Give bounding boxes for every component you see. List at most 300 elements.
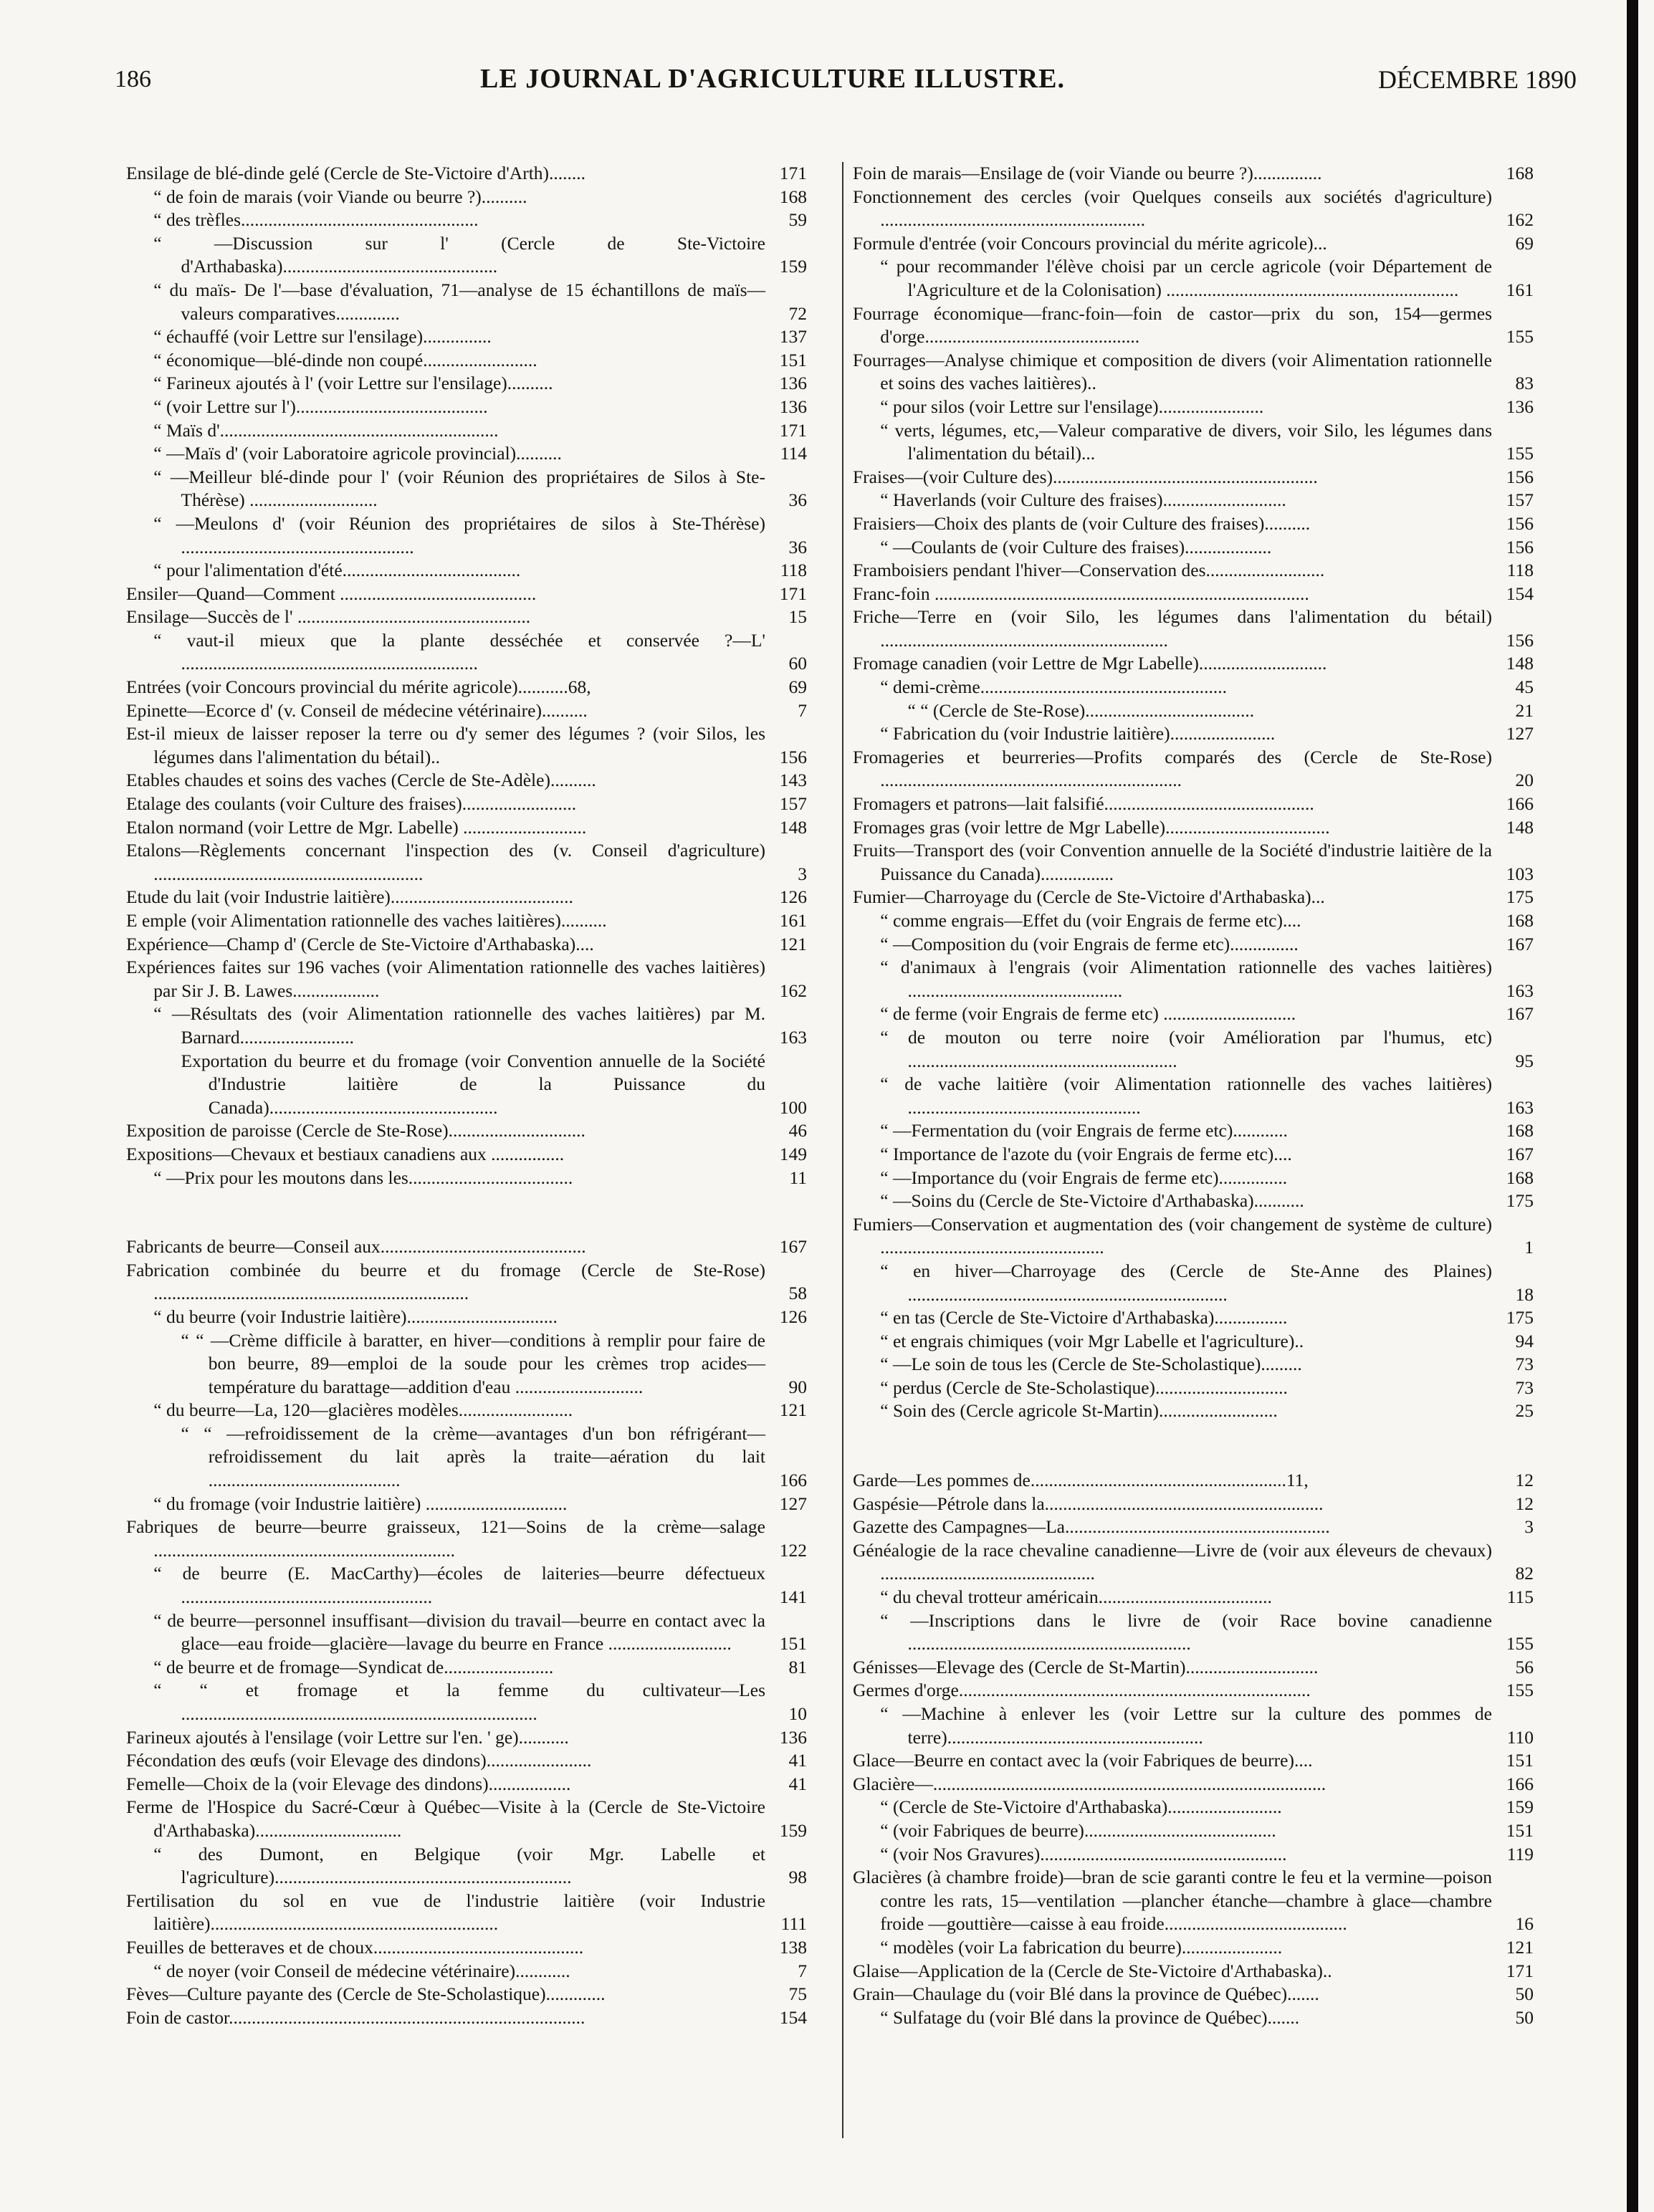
index-entry-page: 73: [1515, 1376, 1534, 1398]
index-entry: [126, 909, 807, 933]
index-entry: [853, 349, 1534, 396]
index-entry-text: E emple (voir Alimentation rationnelle des vaches laitières)..........: [126, 910, 607, 931]
page-header: [115, 56, 1577, 99]
index-entry-page: 122: [779, 1539, 807, 1561]
index-entry: [126, 956, 807, 1002]
index-entry-page: 7: [798, 1960, 807, 1981]
index-entry: [853, 652, 1534, 676]
index-entry-page: 163: [779, 1026, 807, 1048]
index-entry-text: Entrées (voir Concours provincial du mérite agricole)...........68,: [126, 676, 591, 698]
index-entry-text: “ —Meulons d' (voir Réunion des propriétaires de silos à Ste-Thérèse) ...................................................: [153, 512, 765, 557]
index-entry-page: 155: [1506, 1633, 1534, 1655]
scan-edge-bar: [1627, 0, 1638, 2212]
index-entry: [126, 1399, 807, 1422]
index-entry-text: Glacière—......................................................................................: [853, 1773, 1326, 1794]
index-entry-text: “ Soin des (Cercle agricole St-Martin)..........................: [880, 1400, 1278, 1422]
index-entry-text: Farineux ajoutés à l'ensilage (voir Lettre sur l'en. ' ge)...........: [126, 1726, 569, 1748]
index-entry-page: 167: [1506, 1003, 1534, 1025]
index-column-right: [853, 162, 1534, 2029]
index-entry-text: “ de beurre (E. MacCarthy)—écoles de laiteries—beurre défectueux .......................................................: [153, 1563, 765, 1608]
index-entry: [126, 1983, 807, 2006]
index-entry: [126, 769, 807, 793]
index-entry: [126, 1002, 807, 1049]
index-entry: [853, 1376, 1534, 1400]
index-entry-page: 18: [1515, 1283, 1534, 1305]
index-entry-text: “ —Soins du (Cercle de Ste-Victoire d'Arthabaska)...........: [880, 1190, 1304, 1212]
index-entry-text: “ des Dumont, en Belgique (voir Mgr. Labelle et l'agriculture).................................................................: [153, 1843, 765, 1888]
index-entry-text: “ en tas (Cercle de Ste-Victoire d'Arthabaska)................: [880, 1307, 1288, 1328]
index-entry-page: 36: [788, 489, 807, 511]
index-entry: [126, 1050, 807, 1120]
index-entry-text: Grain—Chaulage du (voir Blé dans la province de Québec).......: [853, 1983, 1319, 2005]
index-entry-page: 118: [780, 560, 807, 581]
index-entry-page: 161: [779, 910, 807, 931]
index-entry-text: Exposition de paroisse (Cercle de Ste-Rose)..............................: [126, 1120, 585, 1141]
index-entry-page: 149: [779, 1143, 807, 1164]
index-entry: [126, 1493, 807, 1516]
index-entry-page: 73: [1515, 1354, 1534, 1375]
index-entry-page: 1: [1524, 1237, 1534, 1258]
index-entry: [853, 1749, 1534, 1773]
index-entry-page: 163: [1506, 980, 1534, 1001]
index-entry-text: Ensilage de blé-dinde gelé (Cercle de Ste-Victoire d'Arth)........: [126, 163, 586, 183]
index-entry-text: “ de foin de marais (voir Viande ou beurre ?)..........: [153, 186, 527, 207]
index-entry-text: Fraises—(voir Culture des)..........................................................: [853, 466, 1318, 487]
index-entry-text: Fromages gras (voir lettre de Mgr Labelle)....................................: [853, 816, 1330, 838]
index-entry-text: “ des trèfles....................................................: [153, 209, 479, 231]
index-entry-page: 75: [788, 1983, 807, 2005]
index-entry: [126, 466, 807, 512]
index-entry-text: Garde—Les pommes de........................................................11,: [853, 1470, 1309, 1491]
index-entry: [853, 232, 1534, 256]
index-entry: [126, 419, 807, 443]
index-entry-page: 155: [1506, 326, 1534, 348]
index-entry: [853, 419, 1534, 466]
index-entry-page: 21: [1515, 699, 1534, 721]
index-entry-text: “ échauffé (voir Lettre sur l'ensilage)...............: [153, 326, 492, 348]
index-entry-text: “ Farineux ajoutés à l' (voir Lettre sur l'ensilage)..........: [153, 373, 553, 394]
index-entry-page: 157: [779, 793, 807, 815]
index-entry: [853, 1213, 1534, 1260]
index-entry-text: Glace—Beurre en contact avec la (voir Fabriques de beurre)....: [853, 1750, 1313, 1771]
index-entry-page: 141: [779, 1586, 807, 1608]
index-entry-text: Etalage des coulants (voir Culture des fraises).........................: [126, 793, 577, 815]
index-entry-page: 155: [1506, 1680, 1534, 1701]
journal-title: LE JOURNAL D'AGRICULTURE ILLUSTRE.: [480, 64, 1066, 94]
index-entry-page: 166: [779, 1470, 807, 1491]
index-entry-page: 7: [798, 699, 807, 721]
index-entry-text: Fruits—Transport des (voir Convention annuelle de la Société d'industrie laitière de la Puissance du Canada)................: [853, 840, 1492, 884]
index-entry: [126, 1843, 807, 1890]
index-entry-page: 111: [780, 1913, 807, 1935]
index-entry-page: 137: [779, 326, 807, 348]
index-entry-text: Foin de castor..............................................................................: [126, 2006, 585, 2028]
index-entry-text: “ Haverlands (voir Culture des fraises)...........................: [880, 489, 1286, 511]
index-entry-text: Fourrages—Analyse chimique et composition de divers (voir Alimentation rationnelle et soins des vaches laitières)..: [853, 349, 1492, 394]
index-entry-text: Fabrication combinée du beurre et du fromage (Cercle de Ste-Rose) .....................................................................: [126, 1259, 765, 1304]
index-entry-text: “ —Meilleur blé-dinde pour l' (voir Réunion des propriétaires de Silos à Ste-Thérèse) ............................: [153, 466, 765, 511]
index-entry: [126, 279, 807, 325]
index-entry: [853, 816, 1534, 840]
index-entry-text: Germes d'orge.............................................................................: [853, 1680, 1311, 1701]
index-entry-text: Feuilles de betteraves et de choux..............................................: [126, 1936, 584, 1958]
index-entry-text: Formule d'entrée (voir Concours provincial du mérite agricole)...: [853, 232, 1327, 254]
index-entry: [126, 886, 807, 909]
index-entry-text: “ —Importance du (voir Engrais de ferme etc)...............: [880, 1167, 1288, 1188]
index-entry-page: 69: [788, 676, 807, 698]
index-entry-text: Est-il mieux de laisser reposer la terre ou d'y semer des légumes ? (voir Silos, les légumes dans l'alimentation du bétail)..: [126, 723, 765, 767]
index-entry-page: 12: [1515, 1470, 1534, 1491]
index-entry-page: 20: [1515, 770, 1534, 791]
index-entry-page: 168: [1506, 1167, 1534, 1188]
index-entry: [126, 722, 807, 769]
index-entry-text: “ —Composition du (voir Engrais de ferme etc)...............: [880, 933, 1299, 954]
index-entry-text: Foin de marais—Ensilage de (voir Viande ou beurre ?)...............: [853, 163, 1322, 183]
index-entry-page: 156: [1506, 536, 1534, 557]
index-entry-text: “ comme engrais—Effet du (voir Engrais de ferme etc)....: [880, 910, 1301, 931]
index-entry-page: 175: [1506, 886, 1534, 908]
index-entry-page: 50: [1515, 1983, 1534, 2005]
index-entry: [126, 559, 807, 583]
index-entry-text: Fabricants de beurre—Conseil aux.............................................: [126, 1236, 586, 1258]
index-entry: [126, 209, 807, 232]
index-entry-text: Expositions—Chevaux et bestiaux canadiens aux ................: [126, 1143, 565, 1164]
index-entry: [853, 489, 1534, 512]
index-entry-text: “ perdus (Cercle de Ste-Scholastique).............................: [880, 1376, 1288, 1398]
index-entry-text: Génisses—Elevage des (Cercle de St-Martin).............................: [853, 1656, 1319, 1677]
index-entry: [853, 956, 1534, 1002]
index-entry: [126, 793, 807, 816]
index-entry-text: “ Fabrication du (voir Industrie laitière).......................: [880, 723, 1276, 744]
index-entry: [853, 676, 1534, 699]
index-entry-page: 156: [1506, 512, 1534, 534]
index-entry: [853, 1819, 1534, 1843]
index-entry-text: “ —Coulants de (voir Culture des fraises)...................: [880, 536, 1272, 557]
index-entry-text: Epinette—Ecorce d' (v. Conseil de médecine vétérinaire)..........: [126, 699, 588, 721]
index-entry-text: “ du fromage (voir Industrie laitière) ...............................: [153, 1493, 568, 1514]
index-entry-page: 69: [1515, 232, 1534, 254]
index-entry: [126, 933, 807, 957]
index-entry-page: 168: [1506, 163, 1534, 183]
index-entry-page: 175: [1506, 1190, 1534, 1212]
index-entry-text: “ demi-crème......................................................: [880, 676, 1227, 698]
index-entry-text: “ —Le soin de tous les (Cercle de Ste-Scholastique).........: [880, 1354, 1302, 1375]
index-entry: [853, 1330, 1534, 1354]
index-entry-page: 161: [1506, 279, 1534, 300]
index-entry-text: Etables chaudes et soins des vaches (Cercle de Ste-Adèle)..........: [126, 770, 596, 791]
index-entry: [853, 1143, 1534, 1167]
index-entry-text: “ de beurre et de fromage—Syndicat de........................: [153, 1656, 554, 1677]
index-entry: [853, 1119, 1534, 1143]
index-entry-text: “ “ et fromage et la femme du cultivateur—Les ..............................................................................: [153, 1680, 765, 1724]
index-entry-text: “ de noyer (voir Conseil de médecine vétérinaire)............: [153, 1960, 570, 1981]
index-entry: [126, 1773, 807, 1796]
index-entry: [853, 186, 1534, 232]
index-entry-text: “ du maïs- De l'—base d'évaluation, 71—analyse de 15 échantillons de maïs—valeurs comparatives..............: [153, 279, 765, 324]
index-entry-text: “ en hiver—Charroyage des (Cercle de Ste-Anne des Plaines) ......................................................................: [880, 1260, 1492, 1305]
index-entry: [126, 629, 807, 676]
index-entry: [853, 746, 1534, 793]
index-entry-page: 10: [788, 1703, 807, 1724]
index-entry-page: 154: [1506, 583, 1534, 604]
index-entry-text: “ verts, légumes, etc,—Valeur comparative de divers, voir Silo, les légumes dans l'alimentation du bétail)...: [880, 419, 1492, 464]
index-entry-text: Etalons—Règlements concernant l'inspection des (v. Conseil d'agriculture) ...........................................................: [126, 840, 765, 884]
index-entry-text: “ —Résultats des (voir Alimentation rationnelle des vaches laitières) par M. Barnard.........................: [153, 1003, 765, 1048]
index-entry: [853, 255, 1534, 302]
index-entry: [126, 512, 807, 559]
index-entry-page: 114: [780, 443, 807, 464]
index-entry: [853, 933, 1534, 957]
index-entry: [126, 839, 807, 886]
index-entry: [126, 1726, 807, 1750]
index-entry-text: “ du beurre (voir Industrie laitière).................................: [153, 1306, 558, 1327]
index-entry-text: “ du beurre—La, 120—glacières modèles.........................: [153, 1399, 573, 1421]
index-entry-text: Fertilisation du sol en vue de l'industrie laitière (voir Industrie laitière)...............................................................: [126, 1890, 765, 1935]
index-entry-page: 168: [1506, 1120, 1534, 1141]
index-entry-text: Fumiers—Conservation et augmentation des (voir changement de système de culture) .................................................: [853, 1213, 1492, 1258]
index-entry-text: “ —Discussion sur l' (Cercle de Ste-Victoire d'Arthabaska)...............................................: [153, 232, 765, 277]
index-entry-text: “ du cheval trotteur américain......................................: [880, 1586, 1272, 1608]
index-entry: [853, 699, 1534, 723]
index-entry-page: 72: [788, 302, 807, 324]
index-entry-page: 166: [1506, 1773, 1534, 1794]
index-entry-text: Glacières (à chambre froide)—bran de scie garanti contre le feu et la vermine—poison contre les rats, 15—ventilation —plancher étanche—chambre à glace—chambre froide —gouttière—caisse à eau froide........................................: [853, 1867, 1492, 1935]
index-entry-page: 167: [1506, 933, 1534, 954]
index-entry-text: “ (Cercle de Ste-Victoire d'Arthabaska).........................: [880, 1796, 1282, 1818]
index-entry: [126, 372, 807, 396]
index-entry-page: 148: [779, 816, 807, 838]
index-entry: [853, 886, 1534, 909]
index-entry-page: 15: [788, 606, 807, 628]
index-entry-text: “ vaut-il mieux que la plante desséchée et conservée ?—L' .................................................................: [153, 629, 765, 674]
index-entry-page: 136: [779, 373, 807, 394]
index-entry: [126, 1329, 807, 1399]
index-entry-page: 11: [789, 1167, 807, 1188]
index-entry-page: 98: [788, 1867, 807, 1888]
index-entry-page: 126: [779, 1306, 807, 1327]
column-divider: [842, 162, 843, 2138]
index-entry-page: 155: [1506, 443, 1534, 464]
index-entry-page: 151: [1506, 1819, 1534, 1841]
index-entry-text: “ —Fermentation du (voir Engrais de ferme etc)............: [880, 1120, 1288, 1141]
index-entry-page: 157: [1506, 489, 1534, 511]
index-entry-page: 156: [1506, 466, 1534, 487]
index-entry-text: “ de beurre—personnel insuffisant—division du travail—beurre en contact avec la glace—eau froide—glacière—lavage du beurre en France ...........................: [153, 1609, 765, 1655]
index-entry-page: 168: [779, 186, 807, 207]
index-entry-text: “ pour recommander l'élève choisi par un cercle agricole (voir Département de l'Agriculture et de la Colonisation) ................................................................: [880, 256, 1492, 300]
index-entry: [126, 676, 807, 699]
index-entry-text: Etude du lait (voir Industrie laitière)........................................: [126, 886, 573, 908]
index-entry-page: 171: [779, 583, 807, 604]
index-entry-page: 156: [1506, 629, 1534, 651]
index-entry-text: Fèves—Culture payante des (Cercle de Ste-Scholastique).............: [126, 1983, 606, 2005]
index-entry-text: Glaise—Application de la (Cercle de Ste-Victoire d'Arthabaska)..: [853, 1960, 1332, 1981]
index-entry-text: Friche—Terre en (voir Silo, les légumes dans l'alimentation du bétail) ...............................................................: [853, 606, 1492, 651]
index-entry-text: “ Maïs d'.............................................................: [153, 419, 499, 441]
index-entry: [853, 1167, 1534, 1190]
index-entry: [853, 1353, 1534, 1376]
index-entry: [853, 536, 1534, 560]
index-entry: [853, 466, 1534, 489]
index-entry: [853, 302, 1534, 349]
index-entry-page: 138: [779, 1936, 807, 1958]
index-entry: [853, 722, 1534, 746]
index-entry-page: 46: [788, 1120, 807, 1141]
index-entry: [126, 1562, 807, 1609]
index-entry-page: 167: [1506, 1143, 1534, 1164]
index-entry: [126, 1749, 807, 1773]
index-entry: [126, 1960, 807, 1983]
index-entry-text: “ Sulfatage du (voir Blé dans la province de Québec).......: [880, 2006, 1300, 2028]
index-entry: [853, 1679, 1534, 1703]
index-entry: [126, 1679, 807, 1725]
index-entry-page: 58: [788, 1283, 807, 1304]
index-entry: [126, 699, 807, 723]
index-entry-text: Fromageries et beurreries—Profits comparés des (Cercle de Ste-Rose) ..................................................................: [853, 746, 1492, 791]
index-entry: [853, 1306, 1534, 1330]
index-entry: [853, 162, 1534, 186]
index-entry-page: 127: [779, 1493, 807, 1514]
index-entry-page: 121: [1506, 1936, 1534, 1958]
index-entry: [126, 583, 807, 606]
index-entry-page: 136: [1506, 396, 1534, 417]
index-entry-text: Fécondation des œufs (voir Elevage des dindons).......................: [126, 1750, 592, 1771]
index-entry-page: 171: [779, 419, 807, 441]
index-entry-text: “ —Prix pour les moutons dans les....................................: [153, 1167, 573, 1188]
index-entry-page: 171: [1506, 1960, 1534, 1981]
index-entry: [126, 1306, 807, 1329]
index-entry: [126, 1167, 807, 1190]
index-entry-text: “ “ —refroidissement de la crème—avantages d'un bon réfrigérant—refroidissement du lait après la traite—aération du lait ..........................................: [181, 1422, 765, 1491]
index-entry: [126, 1516, 807, 1562]
index-entry-page: 167: [779, 1236, 807, 1258]
index-entry-page: 3: [1524, 1516, 1534, 1538]
index-entry: [853, 1260, 1534, 1306]
index-entry: [126, 816, 807, 840]
index-entry: [853, 1773, 1534, 1796]
index-entry-text: “ de mouton ou terre noire (voir Amélioration par l'humus, etc) ...........................................................: [880, 1026, 1492, 1071]
index-entry: [126, 1235, 807, 1259]
index-entry-text: Exportation du beurre et du fromage (voir Convention annuelle de la Société d'Industrie laitière de la Puissance du Canada)..................................................: [181, 1050, 765, 1118]
index-entry-page: 118: [1506, 560, 1534, 581]
index-entry-page: 25: [1515, 1400, 1534, 1422]
index-entry-text: “ (voir Fabriques de beurre)..........................................: [880, 1819, 1276, 1841]
index-entry-page: 126: [779, 886, 807, 908]
index-entry: [853, 1516, 1534, 1539]
index-entry-page: 148: [1506, 653, 1534, 674]
index-entry-text: Fromage canadien (voir Lettre de Mgr Labelle)............................: [853, 653, 1327, 674]
index-entry: [126, 1656, 807, 1680]
index-entry: [126, 232, 807, 279]
index-entry: [126, 1422, 807, 1493]
index-entry-text: “ “ —Crème difficile à baratter, en hiver—conditions à remplir pour faire de bon beurre, 89—emploi de la soude pour les crèmes trop acides—température du barattage—addition d'eau ............................: [181, 1329, 765, 1397]
index-entry-text: Franc-foin ..................................................................................: [853, 583, 1309, 604]
index-entry: [126, 186, 807, 209]
index-entry-page: 103: [1506, 863, 1534, 884]
index-entry-text: Expériences faites sur 196 vaches (voir Alimentation rationnelle des vaches laitières) par Sir J. B. Lawes...................: [126, 957, 765, 1001]
index-entry: [126, 162, 807, 186]
index-entry-text: Fabriques de beurre—beurre graisseux, 121—Soins de la crème—salage ..................................................................: [126, 1516, 765, 1561]
index-entry-page: 162: [779, 980, 807, 1001]
index-entry: [853, 839, 1534, 886]
index-entry-text: Fumier—Charroyage du (Cercle de Ste-Victoire d'Arthabaska)...: [853, 886, 1325, 908]
index-entry-page: 159: [779, 1819, 807, 1841]
index-entry: [853, 1609, 1534, 1656]
index-entry-text: “ Importance de l'azote du (voir Engrais de ferme etc)....: [880, 1143, 1292, 1164]
index-entry-page: 56: [1515, 1656, 1534, 1677]
index-entry-text: Fromagers et patrons—lait falsifié..............................................: [853, 793, 1314, 815]
index-entry-page: 60: [788, 653, 807, 674]
index-entry-text: Gaspésie—Pétrole dans la.............................................................: [853, 1493, 1324, 1514]
index-entry-page: 45: [1515, 676, 1534, 698]
index-entry-page: 81: [788, 1656, 807, 1677]
index-entry: [126, 1119, 807, 1143]
index-entry-text: Fourrage économique—franc-foin—foin de castor—prix du son, 154—germes d'orge...............................................: [853, 302, 1492, 348]
index-entry: [853, 1073, 1534, 1119]
index-entry-page: 110: [1506, 1726, 1534, 1748]
index-entry-text: Expérience—Champ d' (Cercle de Ste-Victoire d'Arthabaska)....: [126, 933, 594, 954]
index-entry-text: “ “ (Cercle de Ste-Rose).....................................: [907, 699, 1255, 721]
index-entry-text: Généalogie de la race chevaline canadienne—Livre de (voir aux éleveurs de chevaux) ...............................................: [853, 1539, 1492, 1584]
index-entry-text: Fonctionnement des cercles (voir Quelques conseils aux sociétés d'agriculture) ..........................................................: [853, 186, 1492, 231]
index-entry-text: “ et engrais chimiques (voir Mgr Labelle et l'agriculture)..: [880, 1330, 1304, 1351]
index-entry-page: 12: [1515, 1493, 1534, 1514]
index-entry: [853, 1960, 1534, 1983]
index-entry-text: Ensiler—Quand—Comment ...........................................: [126, 583, 537, 604]
index-entry: [853, 583, 1534, 606]
index-entry: [853, 1866, 1534, 1936]
index-entry: [853, 559, 1534, 583]
index-entry-page: 90: [788, 1376, 807, 1397]
index-entry: [126, 605, 807, 629]
index-entry-page: 16: [1515, 1913, 1534, 1935]
index-entry-page: 115: [1506, 1586, 1534, 1608]
index-entry: [853, 2006, 1534, 2030]
index-entry-page: 100: [779, 1096, 807, 1118]
index-entry-page: 148: [1506, 816, 1534, 838]
index-entry-text: “ (voir Lettre sur l')..........................................: [153, 396, 488, 417]
index-entry: [853, 1493, 1534, 1516]
index-entry-text: “ —Maïs d' (voir Laboratoire agricole provincial)..........: [153, 443, 562, 464]
index-entry: [853, 605, 1534, 652]
index-entry: [853, 1843, 1534, 1867]
index-entry-page: 3: [798, 863, 807, 884]
index-entry-text: “ —Machine à enlever les (voir Lettre sur la culture des pommes de terre)........................................................: [880, 1703, 1492, 1748]
index-entry: [853, 1026, 1534, 1073]
index-entry: [126, 1259, 807, 1306]
issue-date: DÉCEMBRE 1890: [1377, 65, 1577, 94]
index-entry-text: “ de vache laitière (voir Alimentation rationnelle des vaches laitières) ...................................................: [880, 1073, 1492, 1118]
index-entry-text: “ pour silos (voir Lettre sur l'ensilage).......................: [880, 396, 1264, 417]
index-entry-text: Gazette des Campagnes—La..........................................................: [853, 1516, 1330, 1538]
index-entry: [853, 396, 1534, 419]
index-entry: [126, 1143, 807, 1167]
index-entry-page: 119: [1506, 1843, 1534, 1864]
index-entry-page: 59: [788, 209, 807, 231]
index-entry: [853, 1796, 1534, 1819]
index-entry-page: 151: [779, 349, 807, 370]
index-entry-page: 156: [779, 746, 807, 767]
index-entry-page: 175: [1506, 1307, 1534, 1328]
index-entry-text: “ (voir Nos Gravures)......................................................: [880, 1843, 1287, 1864]
index-entry: [853, 1936, 1534, 1960]
index-column-left: [126, 162, 807, 2029]
index-entry-page: 82: [1515, 1563, 1534, 1584]
page-number: 186: [115, 66, 151, 92]
index-entry: [126, 1936, 807, 1960]
index-entry-page: 136: [779, 1726, 807, 1748]
index-entry: [853, 1703, 1534, 1749]
